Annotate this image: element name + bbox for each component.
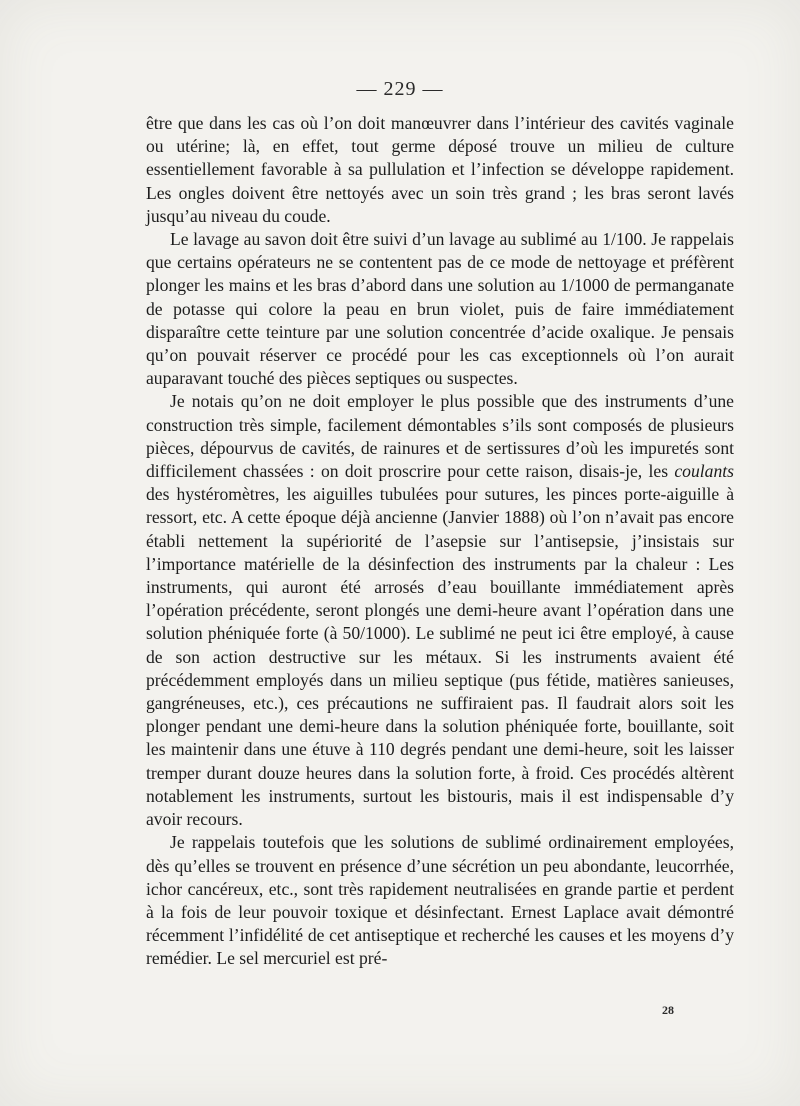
italic-term: coulants xyxy=(674,461,734,482)
text-run: être que dans les cas où l’on doit manœuvrer dans l’intérieur des cavités vaginale ou utérine; là, en effet, tout germe déposé trouve un milieu de culture essentiellement favorable à sa pullulation et l’infection se développe rapidement. Les ongles doivent être nettoyés avec un soin très grand ; les bras seront lavés jusqu’au niveau du coude. xyxy=(146,113,734,226)
text-run: Je rappelais toutefois que les solutions de sublimé ordinairement employées, dès qu’elles se trouvent en présence d’une sécrétion un peu abondante, leucorrhée, ichor cancéreux, etc., sont très rapidement neutralisées en grande partie et perdent à la fois de leur pouvoir toxique et désinfectant. Ernest Laplace avait démontré récemment l’infidélité de cet antiseptique et recherché les causes et les moyens d’y remédier. Le sel mercuriel est pré- xyxy=(146,832,734,969)
text-run: des hystéromètres, les aiguilles tubulées pour sutures, les pinces porte-aiguille à ressort, etc. A cette époque déjà ancienne (Janvier 1888) où l’on n’avait pas encore établi nettement la supériorité de l’asepsie sur l’antisepsie, j’insistais sur l’importance matérielle de la désinfection des instruments par la chaleur : Les instruments, qui auront été arrosés d’eau bouillante immédiatement après l’opération précédente, seront plongés une demi-heure avant l’opération dans une solution phéniquée forte (à 50/1000). Le sublimé ne peut ici être employé, à cause de son action destructive sur les métaux. Si les instruments avaient été précédemment employés dans un milieu septique (pus fétide, matières sanieuses, gangréneuses, etc.), ces précautions ne suffiraient pas. Il faudrait alors soit les plonger pendant une demi-heure dans la solution phéniquée forte, bouillante, soit les maintenir dans une étuve à 110 degrés pendant une demi-heure, soit les laisser tremper durant douze heures dans la solution forte, à froid. Ces procédés altèrent notablement les instruments, surtout les bistouris, mais il est indispensable d’y avoir recours. xyxy=(146,484,734,830)
text-run: Je notais qu’on ne doit employer le plus possible que des instruments d’une construction très simple, facilement démontables s’ils sont composés de plusieurs pièces, dépourvus de cavités, de rainures et de sertissures d’où les impuretés sont difficilement chassées : on doit proscrire pour cette raison, disais-je, les xyxy=(146,391,734,482)
page-number: — 229 — xyxy=(356,78,444,100)
signature-mark: 28 xyxy=(662,1003,674,1017)
text-run: Le lavage au savon doit être suivi d’un lavage au sublimé au 1/100. Je rappelais que certains opérateurs ne se contentent pas de ce mode de nettoyage et préfèrent plonger les mains et les bras d’abord dans une solution au 1/1000 de permanganate de potasse qui colore la peau en brun violet, puis de faire immédiatement disparaître cette teinture par une solution concentrée d’acide oxalique. Je pensais qu’on pouvait réserver ce procédé pour les cas exceptionnels où l’on aurait auparavant touché des pièces septiques ou suspectes. xyxy=(146,229,734,389)
paragraph xyxy=(146,228,734,390)
paragraph xyxy=(146,112,734,228)
body-text xyxy=(146,112,734,971)
paragraph xyxy=(146,390,734,831)
paragraph xyxy=(146,831,734,970)
